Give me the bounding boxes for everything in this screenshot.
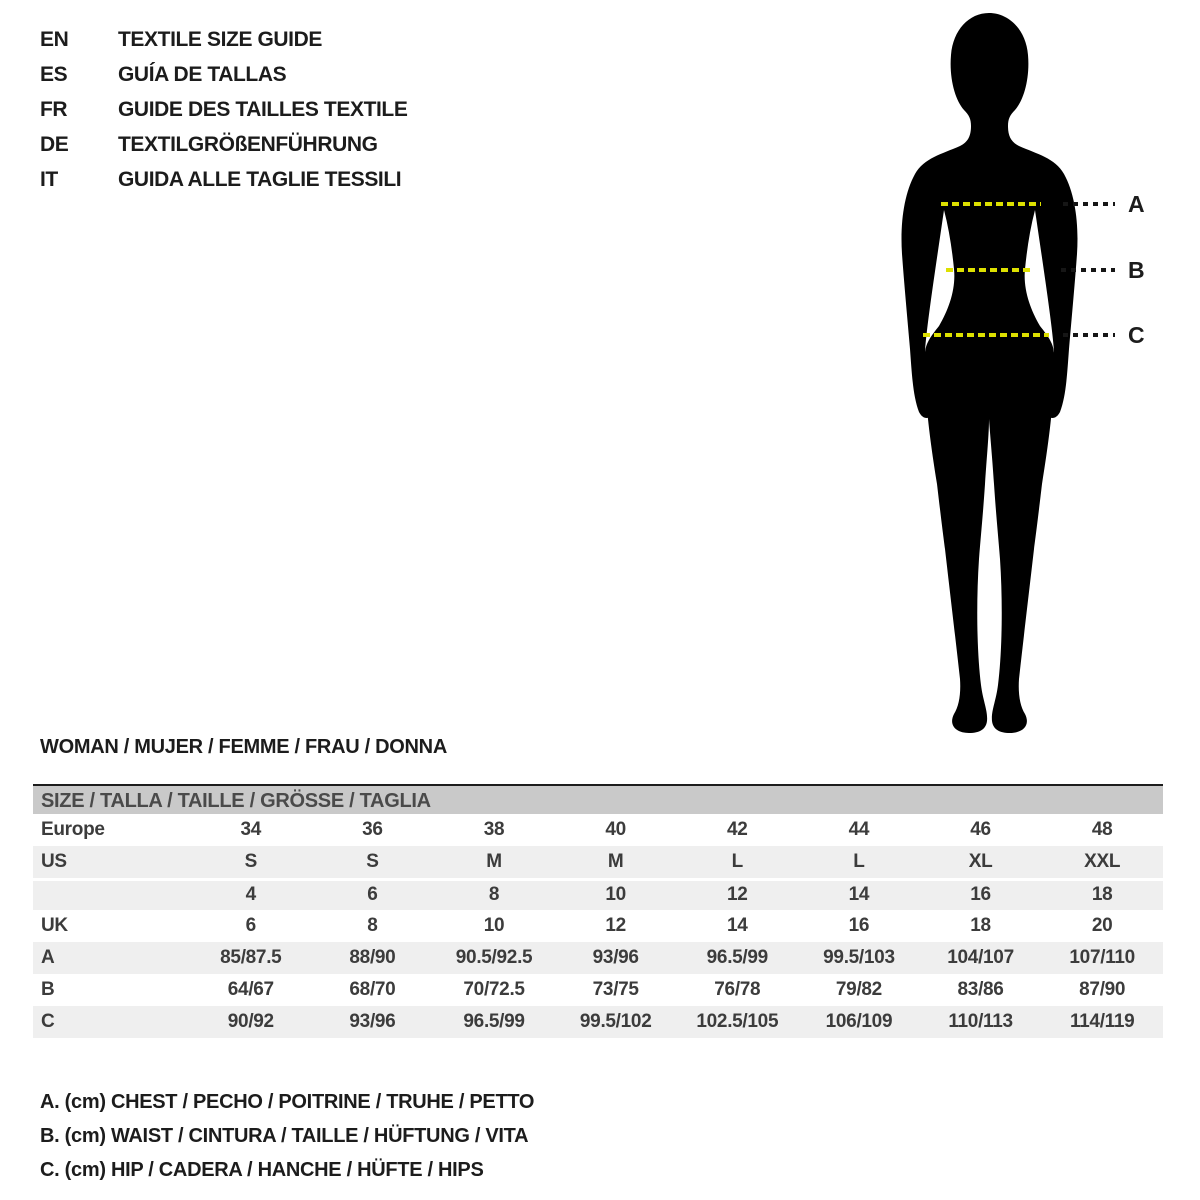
- table-row-hip: [33, 1006, 1163, 1038]
- table-cell: 110/113: [948, 1011, 1013, 1032]
- table-cell: 10: [483, 915, 505, 936]
- table-cell: 8: [367, 915, 378, 936]
- chest-measure-line: [941, 202, 1041, 206]
- legend-row-hip: C. (cm) HIP / CADERA / HANCHE / HÜFTE / HIPS: [40, 1159, 484, 1181]
- table-cell: L: [853, 851, 865, 872]
- table-cell: 34: [240, 819, 262, 840]
- table-cell: 85/87.5: [220, 947, 282, 968]
- row-label: [33, 881, 190, 910]
- lang-title: TEXTILGRÖßENFÜHRUNG: [118, 133, 378, 156]
- table-cell: 10: [605, 884, 626, 905]
- size-table: [33, 784, 1163, 1038]
- waist-leader-line: [1061, 268, 1115, 272]
- table-cell: S: [244, 851, 257, 872]
- table-cell: 83/86: [957, 979, 1004, 1000]
- lang-code: FR: [40, 98, 68, 121]
- table-cell: 16: [970, 884, 991, 905]
- table-cell: 46: [970, 819, 991, 840]
- table-cell: XL: [968, 851, 993, 872]
- table-cell: 106/109: [825, 1011, 893, 1032]
- table-cell: 18: [970, 915, 991, 936]
- table-row-uk: [33, 910, 1163, 942]
- table-row-chest: [33, 942, 1163, 974]
- table-cell: 73/75: [592, 979, 639, 1000]
- table-cell: 93/96: [349, 1011, 396, 1032]
- table-cell: 107/110: [1069, 947, 1135, 968]
- row-label: US: [41, 851, 67, 872]
- table-cell: 4: [245, 884, 256, 905]
- table-cell: 102.5/105: [696, 1011, 779, 1032]
- hip-leader-line: [1063, 333, 1115, 337]
- table-cell: 18: [1091, 884, 1113, 905]
- hip-measure-line: [923, 333, 1049, 337]
- table-cell: 64/67: [227, 979, 274, 1000]
- table-cell: 90.5/92.5: [455, 947, 533, 968]
- chest-leader-line: [1063, 202, 1115, 206]
- table-cell: 12: [605, 915, 626, 936]
- lang-row-es: [40, 57, 407, 92]
- row-label: C: [41, 1011, 55, 1032]
- table-cell: 99.5/103: [823, 947, 895, 968]
- row-label: UK: [41, 915, 68, 936]
- table-row-us-numbers: [33, 878, 1163, 910]
- table-cell: S: [366, 851, 379, 872]
- table-cell: M: [486, 851, 502, 872]
- table-cell: 88/90: [349, 947, 396, 968]
- row-label: A: [41, 947, 55, 968]
- table-cell: 14: [848, 884, 870, 905]
- section-heading-woman: WOMAN / MUJER / FEMME / FRAU / DONNA: [40, 736, 447, 758]
- table-cell: 6: [367, 884, 378, 905]
- waist-measure-line: [946, 268, 1034, 272]
- measurement-legend: [40, 1085, 534, 1187]
- legend-row-waist: B. (cm) WAIST / CINTURA / TAILLE / HÜFTUNG / VITA: [40, 1125, 529, 1147]
- table-row-waist: [33, 974, 1163, 1006]
- lang-row-it: [40, 162, 407, 197]
- marker-label-c: C: [1128, 322, 1145, 348]
- table-cell: 68/70: [349, 979, 396, 1000]
- table-cell: 87/90: [1079, 979, 1126, 1000]
- table-cell: 8: [488, 884, 500, 905]
- lang-row-fr: [40, 92, 407, 127]
- lang-code: IT: [40, 168, 58, 191]
- table-cell: 12: [727, 884, 748, 905]
- table-cell: 76/78: [714, 979, 761, 1000]
- table-cell: 16: [848, 915, 870, 936]
- table-cell: M: [607, 851, 624, 872]
- size-table-header: SIZE / TALLA / TAILLE / GRÖSSE / TAGLIA: [33, 784, 1163, 814]
- legend-row-chest: A. (cm) CHEST / PECHO / POITRINE / TRUHE / PETTO: [40, 1091, 535, 1113]
- row-label: B: [41, 979, 55, 1000]
- lang-title: GUIDA ALLE TAGLIE TESSILI: [118, 168, 402, 191]
- lang-title: TEXTILE SIZE GUIDE: [118, 28, 322, 51]
- language-title-block: [40, 22, 407, 197]
- marker-label-a: A: [1128, 191, 1145, 217]
- table-cell: 36: [362, 819, 383, 840]
- table-cell: 14: [727, 915, 748, 936]
- table-cell: 42: [727, 819, 748, 840]
- woman-silhouette-svg: [897, 13, 1099, 737]
- table-cell: 40: [605, 819, 626, 840]
- lang-code: DE: [40, 133, 69, 156]
- table-cell: XXL: [1084, 851, 1121, 872]
- woman-silhouette: [897, 13, 1099, 737]
- table-row-europe: [33, 814, 1163, 846]
- table-cell: 99.5/102: [579, 1011, 652, 1032]
- marker-label-b: B: [1128, 257, 1145, 283]
- table-cell: 44: [848, 819, 870, 840]
- lang-title: GUIDE DES TAILLES TEXTILE: [118, 98, 408, 121]
- table-cell: L: [731, 851, 743, 872]
- table-cell: 93/96: [592, 947, 639, 968]
- table-row-us-letters: [33, 846, 1163, 878]
- lang-row-en: [40, 22, 407, 57]
- table-cell: 38: [483, 819, 505, 840]
- row-label: Europe: [41, 819, 105, 840]
- table-cell: 114/119: [1069, 1011, 1135, 1032]
- table-cell: 79/82: [835, 979, 882, 1000]
- table-cell: 70/72.5: [463, 979, 525, 1000]
- lang-code: EN: [40, 28, 69, 51]
- table-cell: 90/92: [227, 1011, 274, 1032]
- table-cell: 20: [1091, 915, 1113, 936]
- lang-row-de: [40, 127, 407, 162]
- lang-title: GUÍA DE TALLAS: [118, 63, 287, 86]
- table-cell: 6: [245, 915, 256, 936]
- lang-code: ES: [40, 63, 68, 86]
- table-cell: 96.5/99: [706, 947, 768, 968]
- table-cell: 104/107: [947, 947, 1014, 968]
- table-cell: 96.5/99: [463, 1011, 525, 1032]
- table-cell: 48: [1091, 819, 1113, 840]
